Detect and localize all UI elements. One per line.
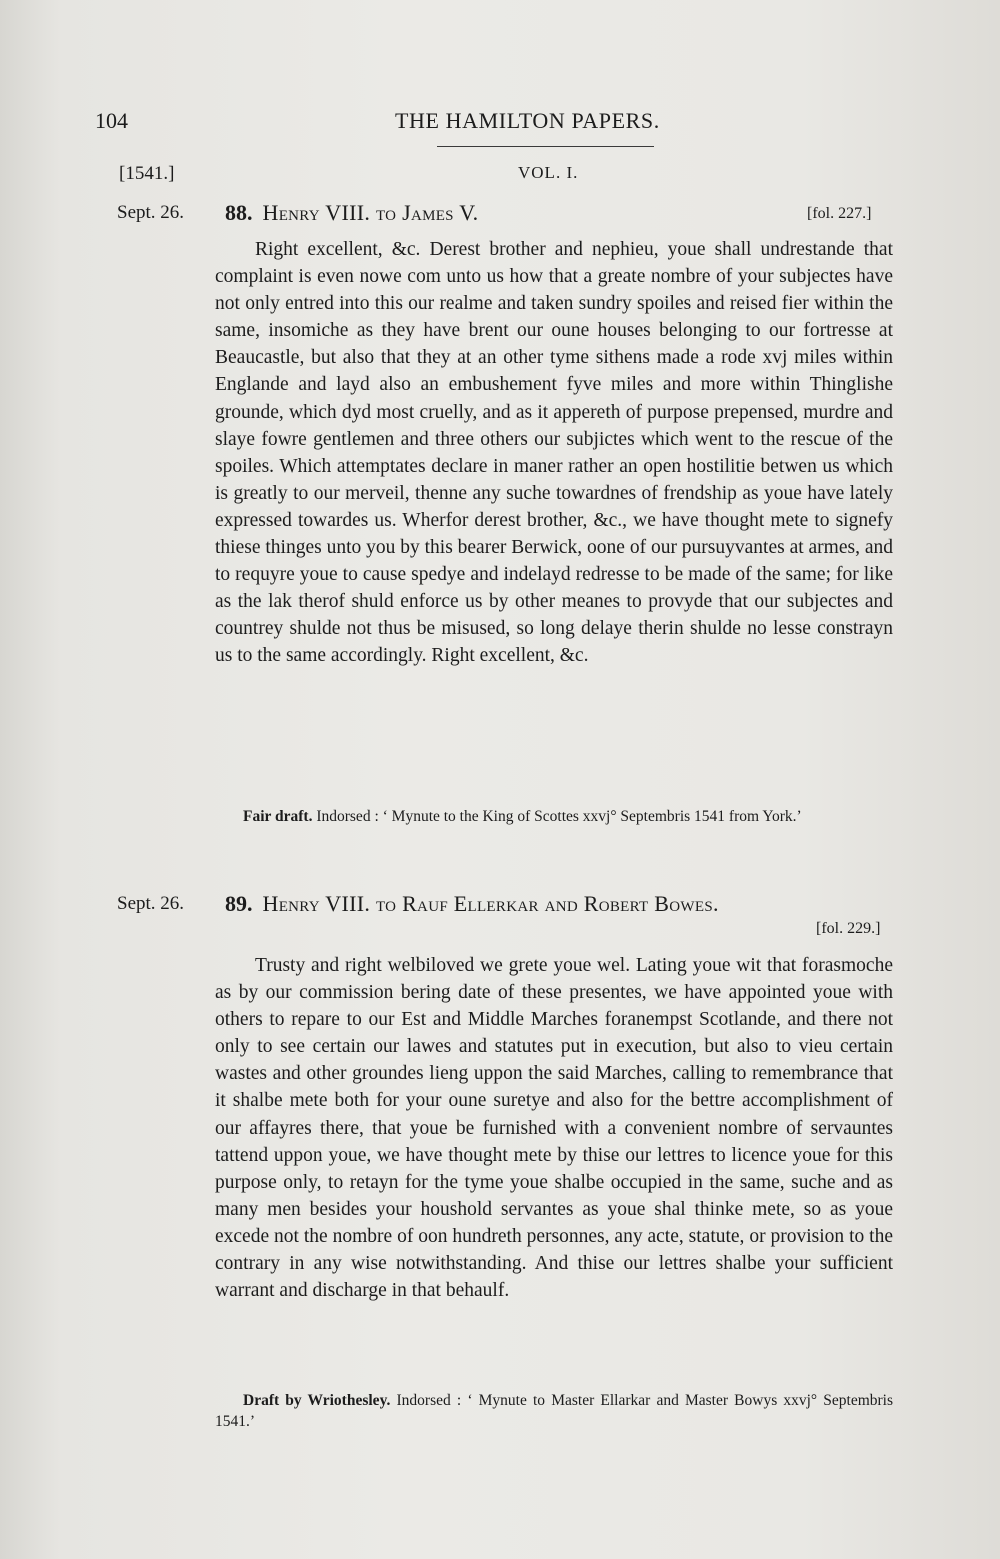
letter-88-date: Sept. 26.: [117, 202, 185, 223]
letter-89-folio: [fol. 229.]: [816, 920, 881, 937]
letter-88-note-text: Indorsed : ‘ Mynute to the King of Scottes xxvj° Septembris 1541 from York.’: [316, 808, 802, 825]
letter-88-note-lead: Fair draft.: [243, 808, 313, 825]
letter-89-note-text: Indorsed : ‘ Mynute to Master Ellarkar and Master Bowys xxvj° Septembris 1541.’: [215, 1392, 894, 1430]
letter-88-note: [215, 806, 893, 827]
year-marker: [1541.]: [119, 163, 175, 184]
running-title: THE HAMILTON PAPERS.: [395, 108, 660, 133]
letter-89-number: 89.: [225, 891, 253, 916]
header-rule: [437, 146, 654, 147]
page-number: 104: [95, 108, 128, 133]
letter-88-folio: [fol. 227.]: [807, 205, 872, 222]
letter-89-note-lead: Draft by Wriothesley.: [243, 1392, 391, 1409]
letter-88-heading: [225, 200, 478, 226]
letter-89-date: Sept. 26.: [117, 893, 185, 914]
volume-label: VOL. I.: [518, 163, 579, 182]
letter-88-body: Right excellent, &c. Derest brother and nephieu, youe shall undrestande that complaint is even nowe com unto us how that a greate nombre of your subjectes have not only entred into this our realme and taken sundry spoiles and reised fier within the same, insomiche as they have brent our oune houses belonging to our fortresse at Beaucastle, but also that they at an other tyme sithens made a rode xvj miles within Englande and layd also an embushement fyve miles and more within Thinglishe grounde, which dyd most cruelly, and as it appereth of purpose prepensed, murdre and slaye fowre gentlemen and three others our subjictes which went to the rescue of the spoiles. Which attemptates declare in maner rather an open hostilitie betwen us which is greatly to our merveil, thenne any suche towardnes of frendship as youe have lately expressed towardes us. Wherfor derest brother, &c., we have thought mete to signefy thiese thinges unto you by this bearer Berwick, oone of our pursuyvantes at armes, and to requyre youe to cause spedye and indelayd redresse to be made of the same; for like as the lak therof shuld enforce us by other meanes to provyde that our subjectes and countrey shulde not thus be misused, so long delaye therin shulde no lesse constrayn us to the same accordingly. Right excellent, &c.: [215, 239, 893, 667]
letter-89-note: [215, 1390, 893, 1432]
letter-88-title: Henry VIII. to James V.: [262, 200, 479, 225]
letter-89-title: Henry VIII. to Rauf Ellerkar and Robert Bowes.: [262, 891, 719, 916]
letter-89-body: Trusty and right welbiloved we grete youe wel. Lating youe wit that forasmoche as by our commission bering date of these presentes, we have appointed youe with others to repare to our Est and Middle Marches foranempst Scotlande, and there not only to see certain our lawes and statutes put in execution, but also to vieu certain wastes and other groundes lieng uppon the said Marches, calling to remembrance that it shalbe mete both for your oune suretye and also for the bettre accomplishment of our affayres there, that youe be furnished with a convenient nombre of servauntes tattend uppon youe, we have thought mete by thise our lettres to licence youe for this purpose only, to retayn for the tyme youe shalbe occupied in the same, suche and as many men besides your houshold servantes as youe shal thinke mete, so as youe excede not the nombre of oon hundreth personnes, any acte, statute, or provision to the contrary in any wise notwithstanding. And thise our lettres shalbe your sufficient warrant and discharge in that behaulf.: [215, 955, 893, 1302]
letter-89-heading: [225, 891, 719, 917]
letter-88-number: 88.: [225, 200, 253, 225]
